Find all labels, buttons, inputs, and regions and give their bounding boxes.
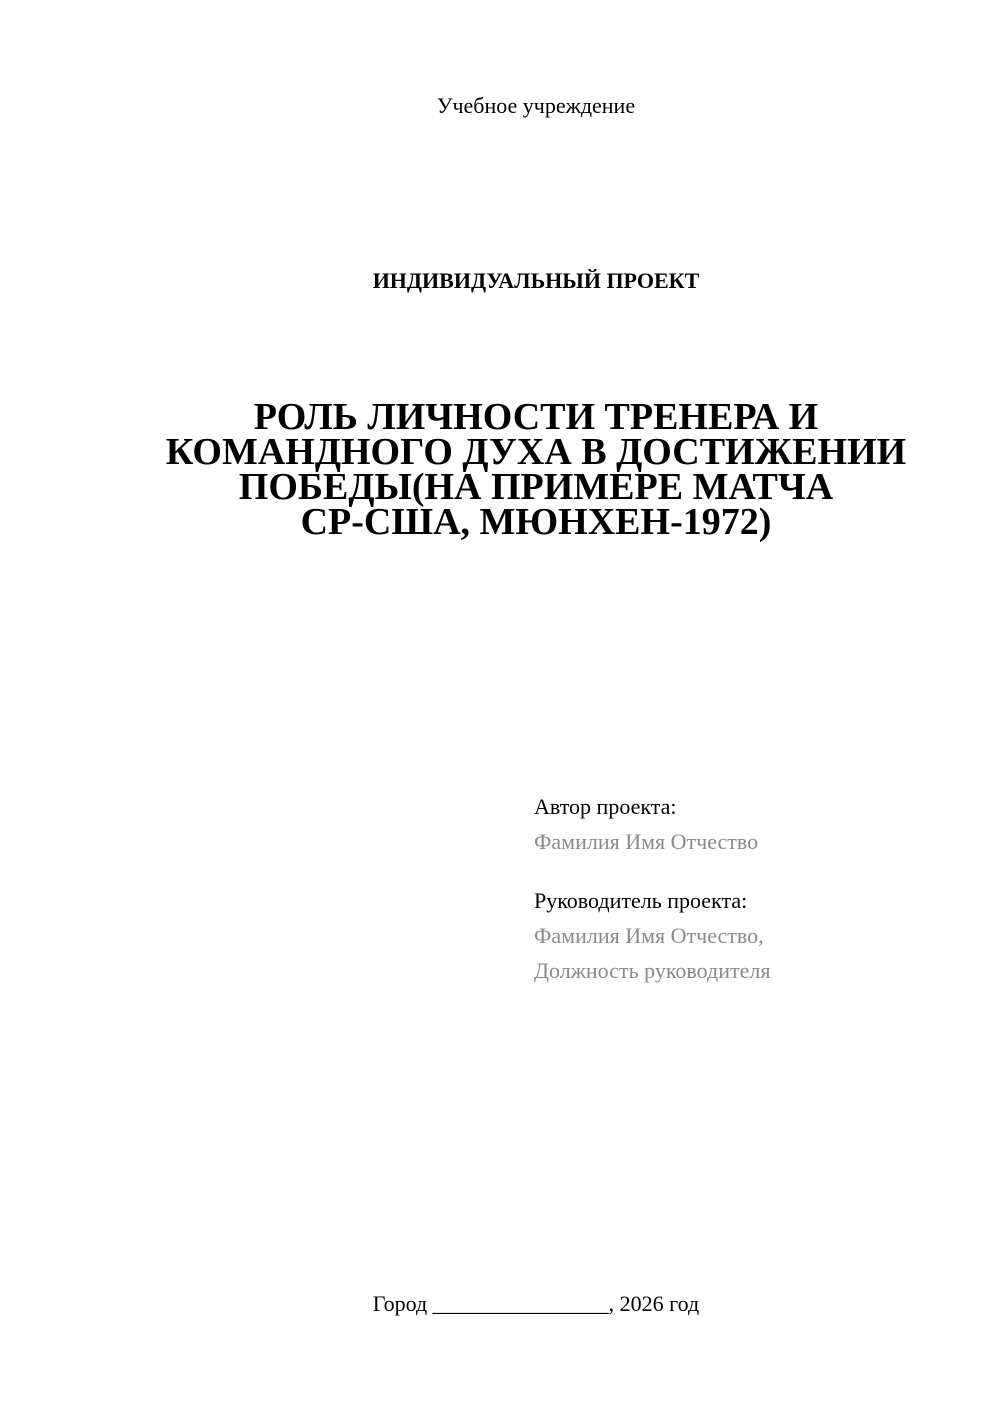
project-title-line: СР-США, МЮНХЕН-1972) — [300, 501, 772, 543]
project-type-heading: ИНДИВИДУАЛЬНЫЙ ПРОЕКТ — [372, 268, 700, 293]
project-title-line: КОМАНДНОГО ДУХА В ДОСТИЖЕНИИ — [165, 431, 907, 473]
project-title-line: ПОБЕДЫ(НА ПРИМЕРЕ МАТЧА — [238, 466, 834, 508]
author-label: Автор проекта: — [534, 794, 677, 819]
project-title — [100, 396, 972, 543]
info-spacer — [534, 859, 974, 883]
author-name: Фамилия Имя Отчество — [534, 829, 759, 854]
institution-name: Учебное учреждение — [436, 93, 636, 118]
project-info-block — [534, 789, 974, 988]
supervisor-name: Фамилия Имя Отчество, — [534, 923, 764, 948]
supervisor-position: Должность руководителя — [534, 958, 771, 983]
city-year-footer: Город ________________, 2026 год — [372, 1291, 700, 1316]
supervisor-label: Руководитель проекта: — [534, 888, 748, 913]
project-title-line: РОЛЬ ЛИЧНОСТИ ТРЕНЕРА И — [253, 396, 819, 438]
